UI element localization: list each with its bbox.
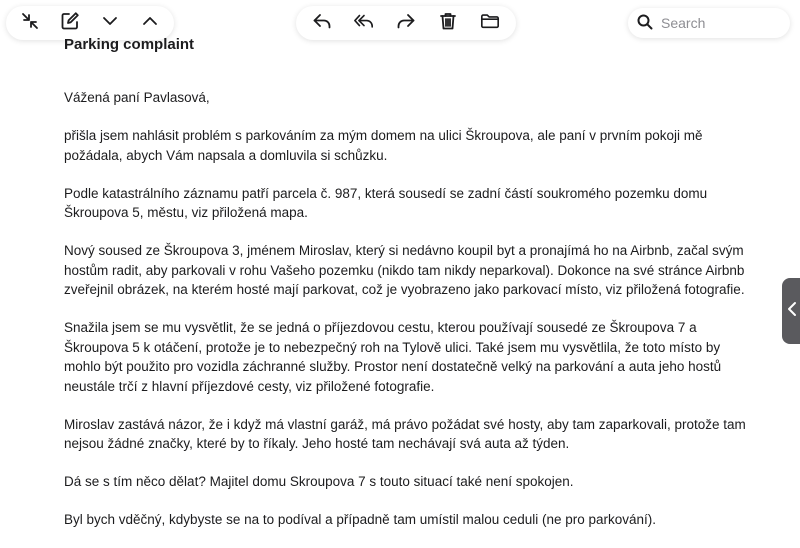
chevron-left-icon	[787, 301, 797, 322]
compose-icon	[60, 11, 80, 36]
message-paragraph: Byl bych vděčný, kdybyste se na to podíval a případně tam umístil malou ceduli (ne pro parkování).	[64, 512, 657, 527]
next-message-button[interactable]	[92, 8, 128, 38]
forward-icon	[396, 11, 416, 36]
move-to-folder-button[interactable]	[472, 8, 508, 38]
sidebar-handle[interactable]	[782, 278, 800, 344]
message-paragraph: Podle katastrálního záznamu patří parcela č. 987, která sousedí se zadní částí soukromého pozemku domu Škroupova 5, městu, viz přiložená mapa.	[64, 185, 708, 220]
collapse-button[interactable]	[12, 8, 48, 38]
reply-all-button[interactable]	[346, 8, 382, 38]
toolbar-left-group	[6, 6, 174, 40]
message-subject: Parking complaint	[64, 36, 195, 53]
chevron-down-icon	[100, 11, 120, 36]
forward-button[interactable]	[388, 8, 424, 38]
chevron-up-icon	[140, 11, 160, 36]
trash-button[interactable]	[430, 8, 466, 38]
folder-icon	[480, 11, 500, 36]
message-paragraph: Dá se s tím něco dělat? Majitel domu Skroupova 7 s touto situací také není spokojen.	[64, 474, 574, 489]
message-paragraph: Snažila jsem se mu vysvětlit, že se jedná o příjezdovou cestu, kterou používají sousedé ze Škroupova 7 a Škroupova 5 k otáčení, protože je to nebezpečný roh na Tylově ulici. Také jsem mu vysvětlila, že toto místo by mohlo být použito pro vozidla záchranné služby. Prostor není dostatečně velký na parkování a auta jeho hostů neustále trčí z hlavní příjezdové cesty, viz přiložené fotografie.	[64, 320, 722, 394]
message-body	[64, 88, 748, 548]
message-paragraph: Nový soused ze Škroupova 3, jménem Miroslav, který si nedávno koupil byt a pronajímá ho na Airbnb, začal svým hostům radit, aby parkovali v rohu Vašeho pozemku (nikdo tam nikdy neparkoval). Dokonce na své stránce Airbnb zveřejnil obrázek, na kterém hosté mají parkovat, což je vyobrazeno jako parkovací místo, viz přiložená fotografie.	[64, 243, 745, 297]
trash-icon	[438, 11, 458, 36]
reply-button[interactable]	[304, 8, 340, 38]
message-greeting: Vážená paní Pavlasová,	[64, 90, 210, 105]
reply-all-icon	[354, 11, 374, 36]
message-paragraph: přišla jsem nahlásit problém s parkováním za mým domem na ulici Škroupova, ale paní v prvním pokoji mě požádala, abych Vám napsala a domluvila si schůzku.	[64, 128, 703, 163]
search-input[interactable]	[661, 15, 781, 31]
search-field[interactable]	[628, 8, 790, 38]
collapse-icon	[20, 11, 40, 36]
message-paragraph: Miroslav zastává názor, že i když má vlastní garáž, má právo požádat své hosty, aby tam zaparkovali, protože tam nejsou žádné značky, které by to říkaly. Jeho hosté tam nechávají svá auta až týden.	[64, 416, 746, 451]
reply-icon	[312, 11, 332, 36]
search-icon	[637, 14, 655, 32]
compose-button[interactable]	[52, 8, 88, 38]
toolbar-actions-group	[296, 6, 516, 40]
previous-message-button[interactable]	[132, 8, 168, 38]
